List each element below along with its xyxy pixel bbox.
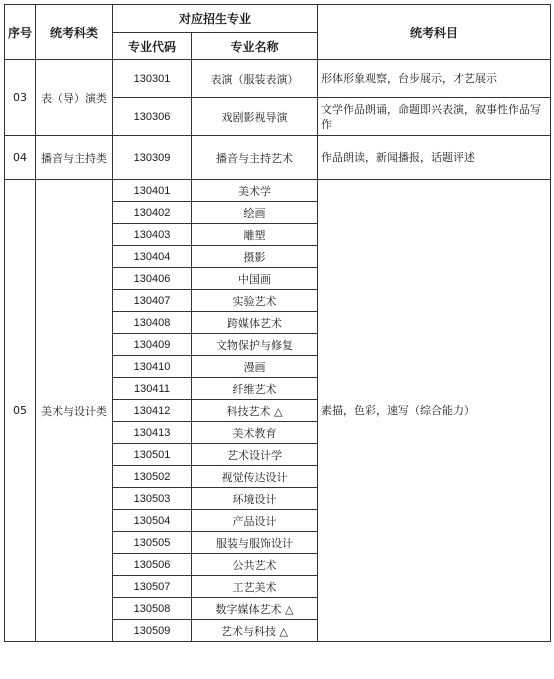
group-seq: 03 [5, 60, 36, 136]
group-category: 播音与主持类 [36, 136, 113, 180]
program-code: 130507 [113, 576, 192, 598]
program-code: 130408 [113, 312, 192, 334]
header-name: 专业名称 [192, 33, 318, 60]
program-name: 公共艺术 [192, 554, 318, 576]
header-code: 专业代码 [113, 33, 192, 60]
group-seq: 05 [5, 180, 36, 642]
header-category: 统考科类 [36, 5, 113, 60]
program-name: 中国画 [192, 268, 318, 290]
program-code: 130401 [113, 180, 192, 202]
program-name: 纤维艺术 [192, 378, 318, 400]
header-program-group: 对应招生专业 [113, 5, 318, 33]
program-code: 130403 [113, 224, 192, 246]
program-code: 130407 [113, 290, 192, 312]
program-name: 数字媒体艺术 △ [192, 598, 318, 620]
table-row [5, 136, 551, 180]
program-code: 130413 [113, 422, 192, 444]
group-category: 美术与设计类 [36, 180, 113, 642]
program-code: 130301 [113, 60, 192, 98]
program-name: 漫画 [192, 356, 318, 378]
program-name: 绘画 [192, 202, 318, 224]
program-name: 环境设计 [192, 488, 318, 510]
program-code: 130409 [113, 334, 192, 356]
program-code: 130503 [113, 488, 192, 510]
program-name: 服装与服饰设计 [192, 532, 318, 554]
exam-subjects: 作品朗读，新闻播报，话题评述 [318, 136, 551, 180]
program-code: 130402 [113, 202, 192, 224]
program-name: 播音与主持艺术 [192, 136, 318, 180]
program-name: 文物保护与修复 [192, 334, 318, 356]
exam-subjects: 形体形象观察，台步展示，才艺展示 [318, 60, 551, 98]
program-name: 产品设计 [192, 510, 318, 532]
program-name: 表演（服装表演） [192, 60, 318, 98]
program-name: 美术教育 [192, 422, 318, 444]
program-code: 130504 [113, 510, 192, 532]
exam-subjects: 文学作品朗诵，命题即兴表演，叙事性作品写作 [318, 98, 551, 136]
program-name: 美术学 [192, 180, 318, 202]
program-code: 130309 [113, 136, 192, 180]
program-code: 130306 [113, 98, 192, 136]
group-seq: 04 [5, 136, 36, 180]
program-code: 130508 [113, 598, 192, 620]
program-name: 科技艺术 △ [192, 400, 318, 422]
admissions-table [4, 4, 551, 642]
program-code: 130404 [113, 246, 192, 268]
program-code: 130411 [113, 378, 192, 400]
program-name: 实验艺术 [192, 290, 318, 312]
table-row [5, 60, 551, 98]
program-name: 艺术设计学 [192, 444, 318, 466]
program-code: 130506 [113, 554, 192, 576]
program-name: 跨媒体艺术 [192, 312, 318, 334]
program-name: 戏剧影视导演 [192, 98, 318, 136]
header-subjects: 统考科目 [318, 5, 551, 60]
program-code: 130406 [113, 268, 192, 290]
program-code: 130509 [113, 620, 192, 642]
program-name: 工艺美术 [192, 576, 318, 598]
program-code: 130502 [113, 466, 192, 488]
program-code: 130501 [113, 444, 192, 466]
group-category: 表（导）演类 [36, 60, 113, 136]
header-seq: 序号 [5, 5, 36, 60]
program-name: 摄影 [192, 246, 318, 268]
program-name: 雕塑 [192, 224, 318, 246]
table-row [5, 180, 551, 202]
program-code: 130410 [113, 356, 192, 378]
exam-subjects: 素描，色彩，速写（综合能力） [318, 180, 551, 642]
program-name: 视觉传达设计 [192, 466, 318, 488]
program-name: 艺术与科技 △ [192, 620, 318, 642]
program-code: 130505 [113, 532, 192, 554]
program-code: 130412 [113, 400, 192, 422]
